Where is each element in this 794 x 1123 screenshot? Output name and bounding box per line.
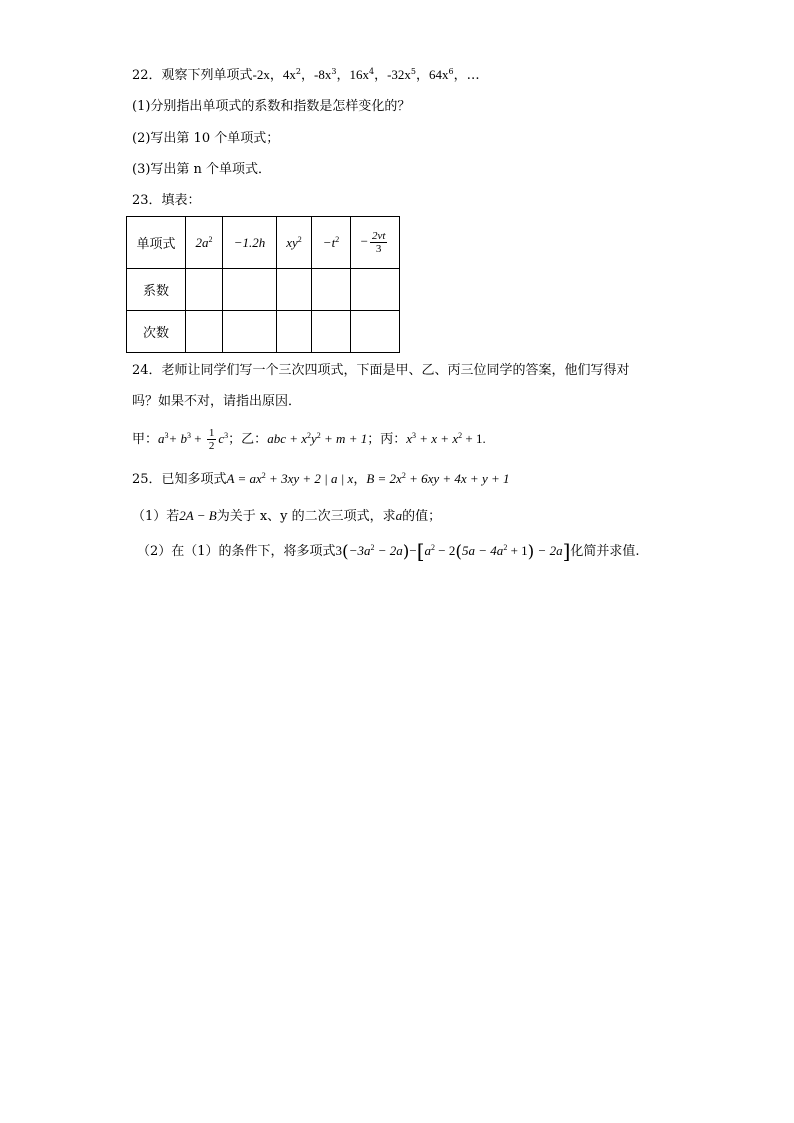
answer-cell[interactable] [277, 311, 312, 353]
q22-intro: 22．观察下列单项式 [132, 68, 253, 83]
answer-cell[interactable] [186, 311, 223, 353]
term-2: 4x [282, 67, 296, 82]
text: （1）若 [132, 509, 180, 524]
jia-label: 甲： [132, 432, 159, 447]
sep: ， [269, 68, 283, 83]
expr: + b [168, 431, 188, 446]
term-3: -8x [314, 67, 332, 82]
m-1: 2a [195, 234, 209, 250]
neg-sign: − [360, 233, 368, 249]
expr: + x + x [419, 431, 459, 446]
q25-part2: （2）在（1）的条件下，将多项式$3(-3a^2 - 2a)-[a^2 - 2(5a - 4a^2 + 1) - 2a]$化简并求值. [137, 539, 640, 563]
q25-intro-line: 25．已知多项式$A = ax^2 + 3xy + 2$ | a | x，$B = 2x^2 + 6xy + 4x + y + 1$ [132, 471, 510, 487]
monomial-cell: −1.2h [223, 217, 277, 269]
expr: x [406, 431, 413, 446]
q22-line [132, 66, 480, 85]
expr: + 1 [510, 543, 528, 558]
numerator: 1 [208, 427, 215, 439]
sep: ， [416, 68, 430, 83]
term-5: -32x [387, 67, 411, 82]
term-1: -2x [252, 67, 270, 82]
exp: 2 [295, 67, 301, 76]
expr-b: B = 2x [366, 471, 402, 486]
term-6: 64x [429, 67, 449, 82]
exp: 2 [297, 234, 302, 244]
expr: 3 [335, 543, 343, 558]
expr: − 2a [537, 543, 563, 558]
expr-a: A = ax [226, 471, 262, 486]
exp: 2 [335, 234, 340, 244]
answer-cell[interactable] [312, 311, 351, 353]
ellipsis: … [466, 68, 480, 83]
text: 为关于 x、y 的二次三项式，求 [216, 509, 396, 524]
exp: 2 [208, 234, 213, 244]
exp: 3 [331, 67, 337, 76]
text: （2）在（1）的条件下，将多项式 [137, 544, 336, 559]
denominator: 2 [208, 440, 215, 452]
expr: + m + 1 [324, 431, 368, 446]
monomial-cell [277, 217, 312, 269]
expr: − [409, 543, 417, 558]
answer-cell[interactable] [186, 269, 223, 311]
expr: abc + x [267, 431, 307, 446]
q24-line1: 24．老师让同学们写一个三次四项式，下面是甲、乙、丙三位同学的答案，他们写得对 [132, 363, 630, 378]
q25-intro: 25．已知多项式 [132, 472, 227, 487]
answer-cell[interactable] [351, 269, 400, 311]
q24-answers: 甲：$a^3+ b^3$ + $\frac{1}{2}$ $c^3$；乙：abc + $x^2y^2 + m + 1$；丙：$x^3 + x + x^2 + 1$. [132, 427, 486, 452]
q23-title: 23．填表： [132, 193, 201, 208]
expr: y [311, 431, 317, 446]
text: 化简并求值. [570, 544, 640, 559]
expr: a [424, 543, 432, 558]
monomial-cell [186, 217, 223, 269]
expr: 2A − B [179, 508, 217, 523]
answer-cell[interactable] [223, 269, 277, 311]
denominator: 3 [375, 243, 382, 255]
comma: ， [353, 472, 367, 487]
m-3: xy [286, 234, 298, 250]
exp: 6 [448, 67, 454, 76]
answer-cell[interactable] [223, 311, 277, 353]
expr: 5a − 4a [462, 543, 504, 558]
numerator: 2vt [371, 230, 386, 242]
expr: − 2 [438, 543, 456, 558]
q23-fill-table [126, 216, 400, 353]
m-4: −t [322, 234, 336, 250]
sep: ， [374, 68, 388, 83]
row-label: 次数 [127, 311, 186, 353]
answer-cell[interactable] [312, 269, 351, 311]
exp: 4 [368, 67, 375, 76]
monomial-cell [351, 217, 400, 269]
var: a [395, 508, 403, 523]
sep: ， [453, 68, 467, 83]
table-row-coefficient [127, 269, 400, 311]
text: 的值； [402, 509, 442, 524]
table-row-monomials [127, 217, 400, 269]
expr: − 2a [377, 543, 403, 558]
exp: 5 [410, 67, 417, 76]
yi-label: ；乙： [228, 432, 268, 447]
sep: ， [336, 68, 350, 83]
term-4: 16x [349, 67, 369, 82]
answer-cell[interactable] [277, 269, 312, 311]
bing-label: ；丙： [367, 432, 407, 447]
monomial-cell [312, 217, 351, 269]
expr: −3a [348, 543, 371, 558]
expr: c [218, 431, 225, 446]
q24-line2: 吗？如果不对，请指出原因． [132, 394, 302, 409]
q22-part3: (3)写出第 n 个单项式． [132, 162, 272, 177]
header-cell: 单项式 [127, 217, 186, 269]
answer-cell[interactable] [351, 311, 400, 353]
fraction [370, 230, 387, 255]
expr: a [158, 431, 165, 446]
expr: + 1. [465, 431, 486, 446]
q22-part1: (1)分别指出单项式的系数和指数是怎样变化的？ [132, 99, 411, 114]
sep: ， [301, 68, 315, 83]
row-label: 系数 [127, 269, 186, 311]
q25-part1 [132, 507, 441, 526]
expr-b: + 6xy + 4x + y + 1 [409, 471, 510, 486]
q22-part2: (2)写出第 10 个单项式； [132, 131, 280, 146]
fraction [207, 427, 217, 452]
table-row-degree [127, 311, 400, 353]
expr-a: + 3xy + 2 | a | x [269, 471, 354, 486]
